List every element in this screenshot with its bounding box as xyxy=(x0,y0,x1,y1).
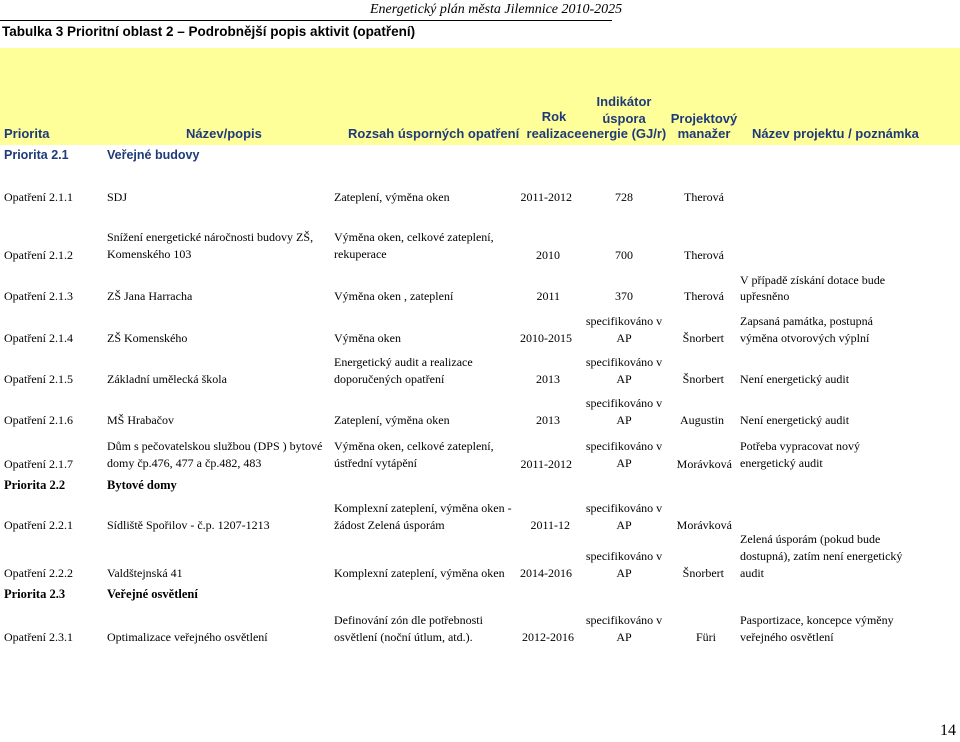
row-2-1-6-manager: Augustin xyxy=(679,413,724,427)
row-2-1-1-year: 2011-2012 xyxy=(520,190,572,204)
row-2-1-6-scope: Zateplení, výměna oken xyxy=(334,413,450,427)
row-2-1-4-year: 2010-2015 xyxy=(520,331,572,345)
header-divider xyxy=(0,20,612,21)
header-poznamka: Název projektu / poznámka xyxy=(752,126,919,141)
header-indikator-1: Indikátor xyxy=(596,94,652,109)
row-2-1-5-id: Opatření 2.1.5 xyxy=(4,372,73,386)
row-2-2-2-id: Opatření 2.2.2 xyxy=(4,566,73,580)
row-2-2-2-note-line3: audit xyxy=(740,566,764,580)
row-2-2-2-name: Valdštejnská 41 xyxy=(107,566,183,580)
row-2-1-5-scope-line1: Energetický audit a realizace xyxy=(334,355,473,369)
row-2-1-5-manager: Šnorbert xyxy=(682,372,724,386)
row-2-1-6-saving-line2: AP xyxy=(616,413,632,427)
row-2-1-2-name-line1: Snížení energetické náročnosti budovy ZŠ, xyxy=(107,230,314,244)
row-2-2-2-note-line2: dostupná), zatím není energetický xyxy=(740,549,903,563)
row-2-1-7-year: 2011-2012 xyxy=(520,457,572,471)
row-2-3-1-scope-line1: Definování zón dle potřebnosti xyxy=(334,613,483,627)
row-2-2-1-year: 2011-12 xyxy=(530,518,570,532)
row-2-1-6-saving-line1: specifikováno v xyxy=(585,396,663,410)
row-2-2-1-id: Opatření 2.2.1 xyxy=(4,518,73,532)
row-2-1-2-manager: Therová xyxy=(684,248,724,262)
row-2-2-2-scope: Komplexní zateplení, výměna oken xyxy=(334,566,505,580)
row-2-1-2-name-line2: Komenského 103 xyxy=(107,247,192,261)
row-2-1-3-year: 2011 xyxy=(536,289,560,303)
row-2-1-5-note: Není energetický audit xyxy=(740,372,850,386)
row-2-1-2-id: Opatření 2.1.2 xyxy=(4,248,73,262)
row-2-2-1-scope-line1: Komplexní zateplení, výměna oken - xyxy=(334,501,512,515)
row-2-1-1-id: Opatření 2.1.1 xyxy=(4,190,73,204)
row-2-1-7-saving-line1: specifikováno v xyxy=(585,439,663,453)
row-2-1-3-name: ZŠ Jana Harracha xyxy=(107,289,193,303)
row-2-3-1-scope-line2: osvětlení (noční útlum, atd.). xyxy=(334,630,473,644)
row-2-1-7-id: Opatření 2.1.7 xyxy=(4,457,73,471)
row-2-2-1-scope-line2: žádost Zelená úsporám xyxy=(334,518,445,532)
row-2-3-1-id: Opatření 2.3.1 xyxy=(4,630,73,644)
row-2-1-7-manager: Morávková xyxy=(676,457,732,471)
header-manazer-1: Projektový xyxy=(670,111,738,126)
row-2-2-2-manager: Šnorbert xyxy=(682,566,724,580)
row-2-1-7-scope-line1: Výměna oken, celkové zateplení, xyxy=(334,439,494,453)
priority-2-3-name: Veřejné osvětlení xyxy=(107,587,198,601)
row-2-1-1-name: SDJ xyxy=(107,190,128,204)
row-2-3-1-year: 2012-2016 xyxy=(522,630,574,644)
document-subtitle: Energetický plán města Jilemnice 2010-2025 xyxy=(370,2,623,17)
row-2-1-6-id: Opatření 2.1.6 xyxy=(4,413,73,427)
row-2-3-1-saving-line2: AP xyxy=(616,630,632,644)
row-2-1-2-year: 2010 xyxy=(536,248,560,262)
row-2-1-6-note: Není energetický audit xyxy=(740,413,850,427)
row-2-1-5-name: Základní umělecká škola xyxy=(107,372,227,386)
priority-2-2-name: Bytové domy xyxy=(107,478,177,492)
row-2-3-1-note-line1: Pasportizace, koncepce výměny xyxy=(740,613,894,627)
priority-2-1-id: Priorita 2.1 xyxy=(4,148,69,162)
row-2-1-3-scope: Výměna oken , zateplení xyxy=(334,289,454,303)
row-2-1-2-scope-line2: rekuperace xyxy=(334,247,387,261)
row-2-1-3-note-line2: upřesněno xyxy=(740,289,790,303)
row-2-1-4-manager: Šnorbert xyxy=(682,331,724,345)
row-2-1-7-scope-line2: ústřední vytápění xyxy=(334,456,417,470)
row-2-1-4-scope: Výměna oken xyxy=(334,331,401,345)
row-2-1-5-saving-line2: AP xyxy=(616,372,632,386)
header-nazev: Název/popis xyxy=(186,126,262,141)
row-2-1-7-name-line2: domy čp.476, 477 a čp.482, 483 xyxy=(107,456,262,470)
row-2-1-2-saving: 700 xyxy=(615,248,633,262)
row-2-2-1-manager: Morávková xyxy=(676,518,732,532)
row-2-1-3-saving: 370 xyxy=(615,289,633,303)
row-2-1-4-note-line2: výměna otvorových výplní xyxy=(740,331,870,345)
row-2-1-6-name: MŠ Hrabačov xyxy=(107,413,174,427)
row-2-2-1-name: Sídliště Spořilov - č.p. 1207-1213 xyxy=(107,518,270,532)
row-2-1-5-year: 2013 xyxy=(536,372,560,386)
row-2-1-1-saving: 728 xyxy=(615,190,633,204)
row-2-3-1-name: Optimalizace veřejného osvětlení xyxy=(107,630,268,644)
row-2-1-3-note-line1: V případě získání dotace bude xyxy=(740,273,886,287)
row-2-2-2-saving-line2: AP xyxy=(616,566,632,580)
row-2-2-1-saving-line1: specifikováno v xyxy=(585,501,663,515)
row-2-2-2-saving-line1: specifikováno v xyxy=(585,549,663,563)
row-2-2-2-year: 2014-2016 xyxy=(520,566,572,580)
row-2-1-5-scope-line2: doporučených opatření xyxy=(334,372,445,386)
row-2-1-4-id: Opatření 2.1.4 xyxy=(4,331,73,345)
row-2-1-6-year: 2013 xyxy=(536,413,560,427)
row-2-2-1-saving-line2: AP xyxy=(616,518,632,532)
row-2-1-7-note-line2: energetický audit xyxy=(740,456,823,470)
row-2-2-2-note-line1: Zelená úsporám (pokud bude xyxy=(740,532,881,546)
row-2-1-3-id: Opatření 2.1.3 xyxy=(4,289,73,303)
row-2-1-1-manager: Therová xyxy=(684,190,724,204)
header-indikator-2: úspora xyxy=(602,111,646,126)
header-priorita: Priorita xyxy=(4,126,50,141)
row-2-3-1-note-line2: veřejného osvětlení xyxy=(740,630,834,644)
document-title: Tabulka 3 Prioritní oblast 2 – Podrobnější popis aktivit (opatření) xyxy=(2,24,416,39)
row-2-1-4-saving-line1: specifikováno v xyxy=(585,314,663,328)
row-2-1-4-name: ZŠ Komenského xyxy=(107,331,188,345)
row-2-1-7-saving-line2: AP xyxy=(616,456,632,470)
row-2-1-5-saving-line1: specifikováno v xyxy=(585,355,663,369)
header-rok-2: realizace xyxy=(526,126,582,141)
priority-2-2-id: Priorita 2.2 xyxy=(4,478,66,492)
row-2-1-7-name-line1: Dům s pečovatelskou službou (DPS ) bytové xyxy=(107,439,323,453)
row-2-3-1-manager: Füri xyxy=(695,630,716,644)
priority-2-3-id: Priorita 2.3 xyxy=(4,587,66,601)
row-2-1-1-scope: Zateplení, výměna oken xyxy=(334,190,450,204)
header-rok-1: Rok xyxy=(541,109,567,124)
page-number: 14 xyxy=(940,722,956,739)
row-2-1-7-note-line1: Potřeba vypracovat nový xyxy=(740,439,860,453)
priority-2-1-name: Veřejné budovy xyxy=(107,148,200,162)
row-2-1-4-saving-line2: AP xyxy=(616,331,632,345)
header-rozsah: Rozsah úsporných opatření xyxy=(348,126,520,141)
header-indikator-3: energie (GJ/r) xyxy=(581,126,667,141)
row-2-1-4-note-line1: Zapsaná památka, postupná xyxy=(740,314,873,328)
row-2-1-3-manager: Therová xyxy=(684,289,724,303)
row-2-3-1-saving-line1: specifikováno v xyxy=(585,613,663,627)
row-2-1-2-scope-line1: Výměna oken, celkové zateplení, xyxy=(334,230,494,244)
header-manazer-2: manažer xyxy=(677,126,731,141)
